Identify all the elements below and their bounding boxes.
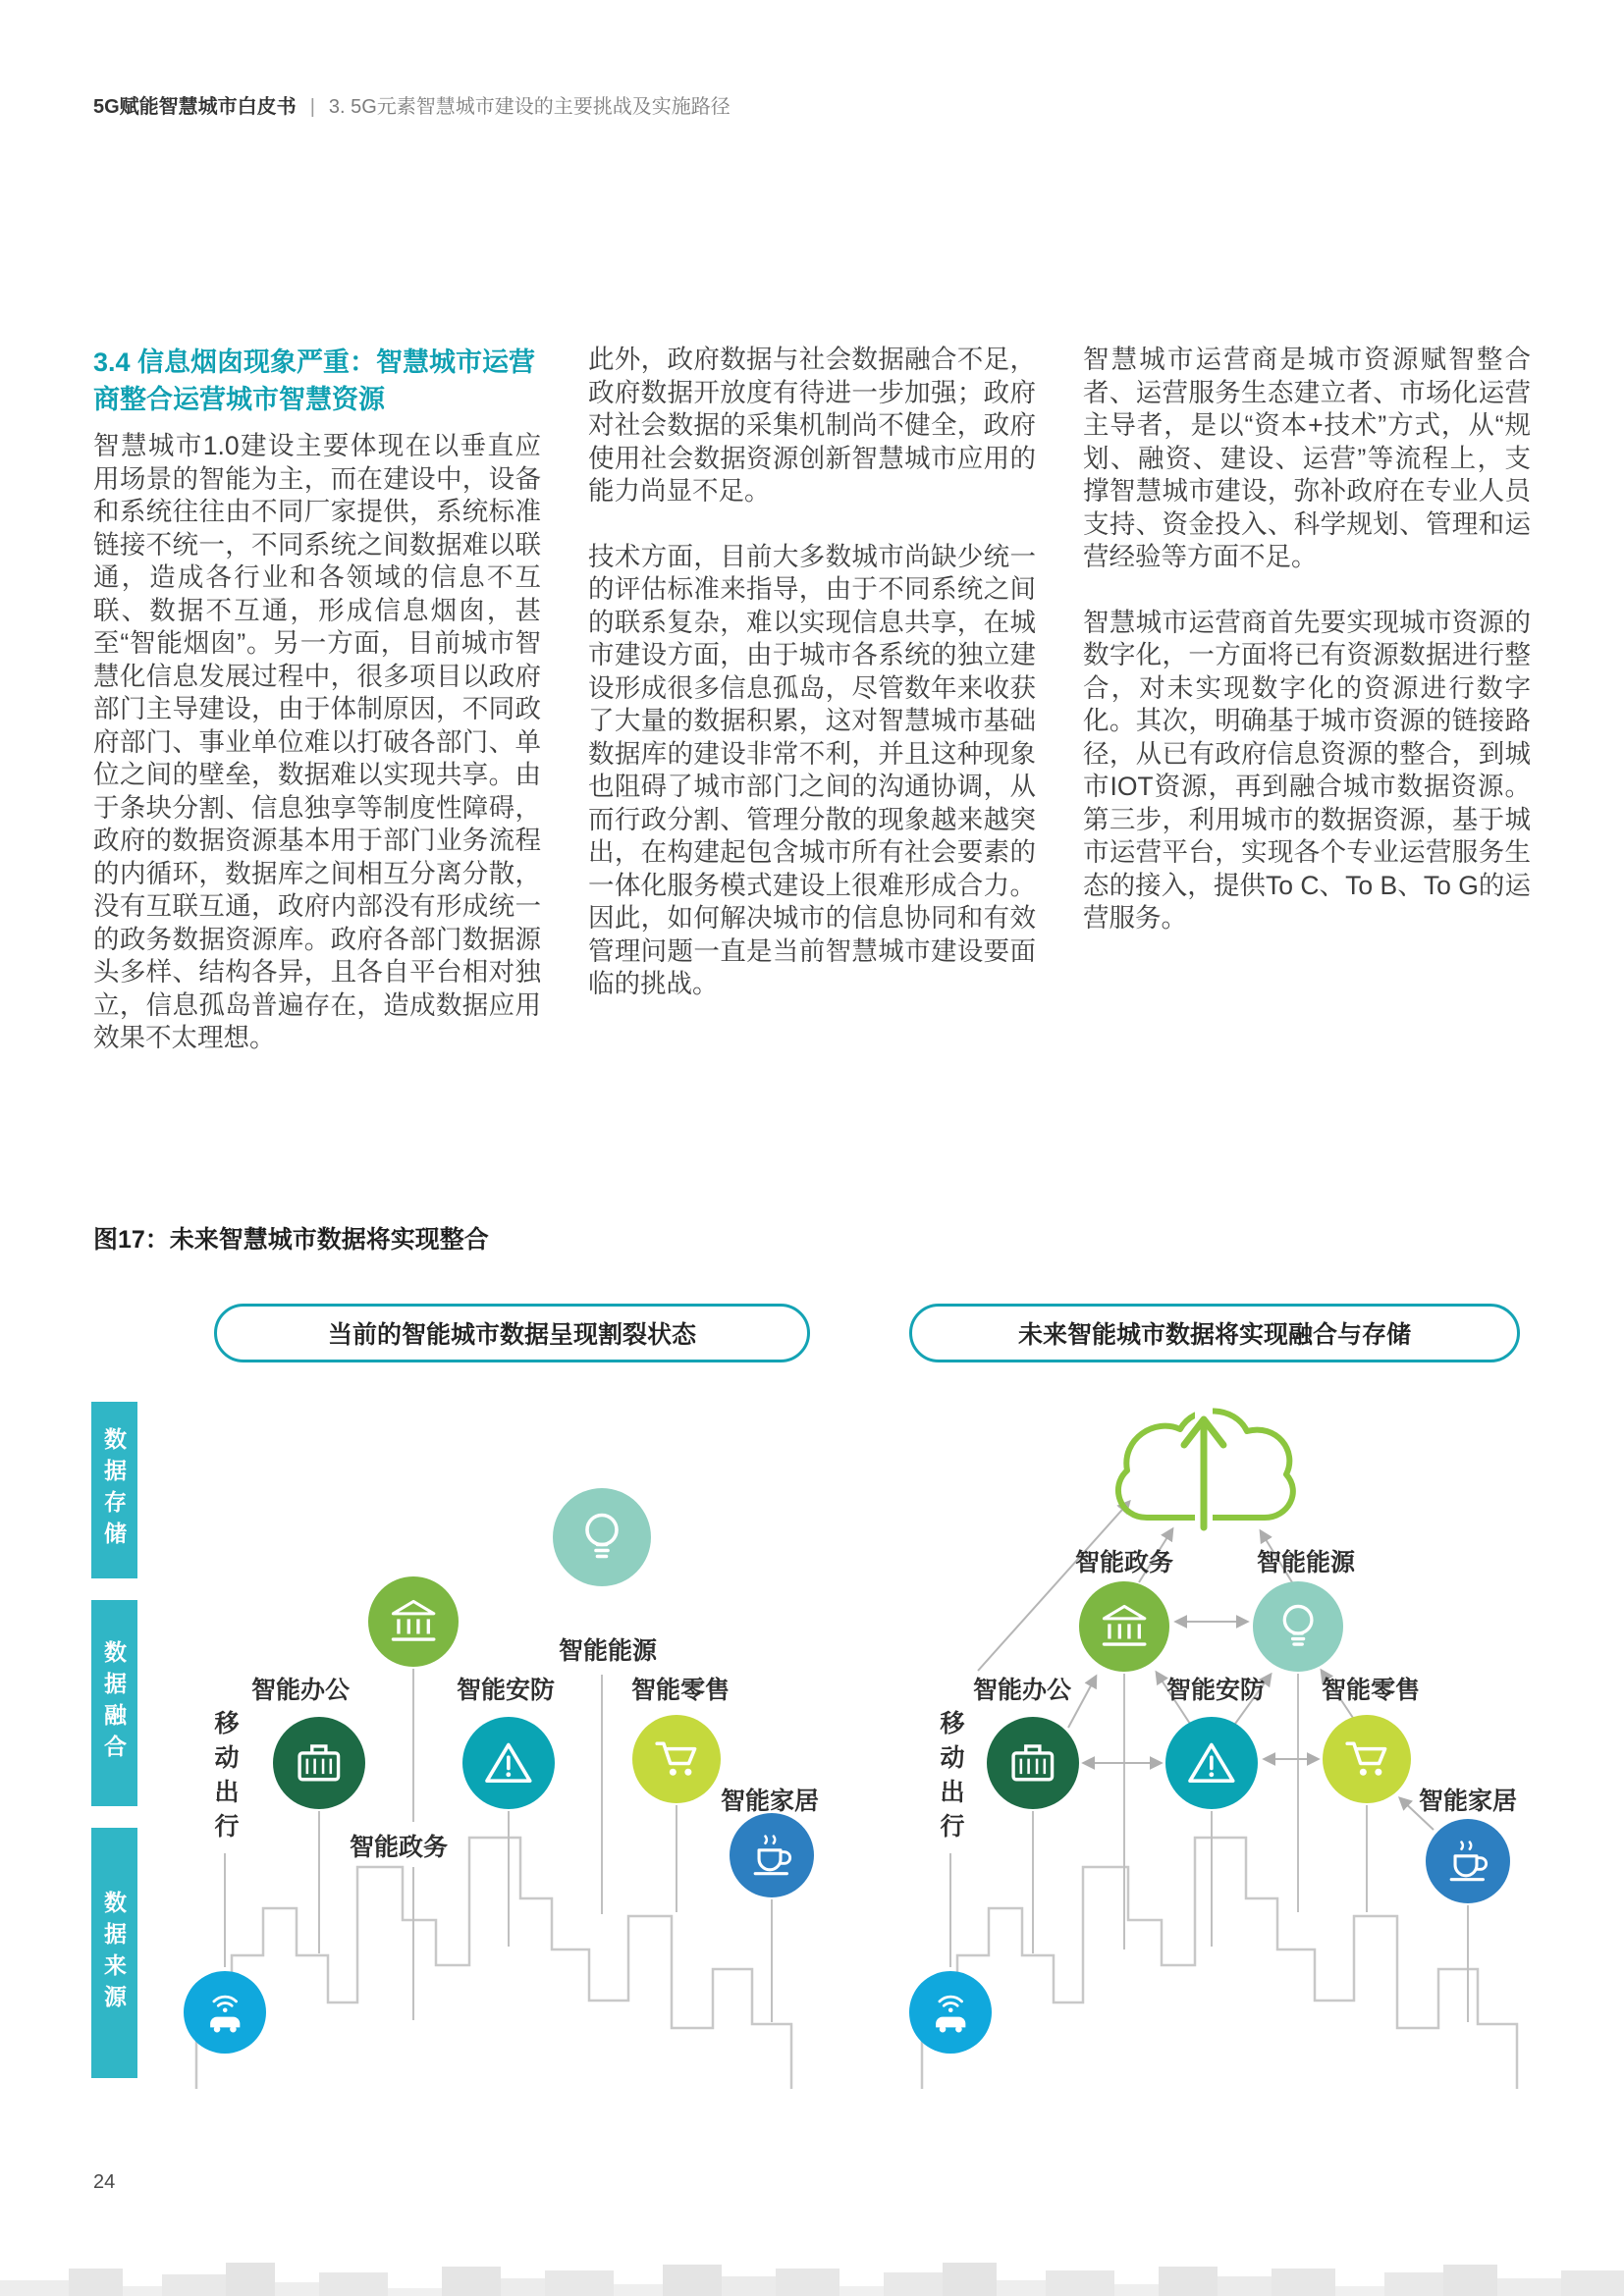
briefcase-icon xyxy=(1000,1730,1066,1796)
smart-retail-node xyxy=(1323,1715,1411,1803)
warning-triangle-icon xyxy=(475,1730,542,1796)
warning-triangle-icon xyxy=(1178,1730,1245,1796)
smart-office-node xyxy=(273,1717,365,1809)
bank-icon xyxy=(381,1589,446,1654)
label-mobility: 移动出行 xyxy=(211,1710,239,1847)
smart-energy-node xyxy=(553,1488,651,1586)
body-paragraph: 智慧城市运营商首先要实现城市资源的数字化，一方面将已有资源数据进行整合，对未实现数字化的资源进行数字化。其次，明确基于城市资源的链接路径，从已有政府信息资源的整合，到城市IOT资源，再到融合城市数据资源。第三步，利用城市的数据资源，基于城市运营平台，实现各个专业运营服务生态的接入，提供To C、To B、To G的运营服务。 xyxy=(1083,607,1531,933)
label-smart-security: 智能安防 xyxy=(1165,1677,1266,1704)
figure-caption: 图17：未来智慧城市数据将实现整合 xyxy=(93,1226,489,1254)
column-3 xyxy=(1083,344,1531,1088)
body-paragraph: 智慧城市运营商是城市资源赋智整合者、运营服务生态建立者、市场化运营主导者，是以“资本+技术”方式，从“规划、融资、建设、运营”等流程上，支撑智慧城市建设，弥补政府在专业人员支持、资金投入、科学规划、管理和运营经验等方面不足。 xyxy=(1083,345,1531,571)
smart-security-node xyxy=(462,1717,555,1809)
label-smart-government: 智能政务 xyxy=(349,1834,449,1861)
column-1 xyxy=(93,344,541,1088)
shopping-cart-icon xyxy=(645,1728,709,1791)
cloud-upload-icon xyxy=(1118,1404,1293,1531)
left-panel-header: 当前的智能城市数据呈现割裂状态 xyxy=(214,1304,810,1362)
coffee-cup-icon xyxy=(1437,1831,1498,1892)
lightbulb-icon xyxy=(567,1502,637,1573)
bank-icon xyxy=(1092,1594,1157,1659)
label-smart-home: 智能家居 xyxy=(720,1788,820,1815)
label-mobility: 移动出行 xyxy=(937,1710,964,1847)
label-smart-office: 智能办公 xyxy=(250,1677,351,1704)
side-label-data-storage: 数据存储 xyxy=(91,1402,137,1578)
label-smart-retail: 智能零售 xyxy=(630,1677,731,1704)
smart-home-node xyxy=(730,1813,814,1897)
connected-car-icon xyxy=(921,1983,980,2042)
smart-government-node xyxy=(1079,1581,1169,1672)
label-smart-office: 智能办公 xyxy=(972,1677,1072,1704)
shopping-cart-icon xyxy=(1335,1728,1399,1791)
smart-government-node xyxy=(368,1576,459,1667)
label-smart-government: 智能政务 xyxy=(1074,1549,1174,1576)
lightbulb-icon xyxy=(1266,1594,1330,1659)
right-panel-header: 未来智能城市数据将实现融合与存储 xyxy=(909,1304,1520,1362)
label-smart-energy: 智能能源 xyxy=(1256,1549,1356,1576)
header-divider: | xyxy=(309,96,315,118)
label-smart-security: 智能安防 xyxy=(456,1677,556,1704)
side-label-data-fusion: 数据融合 xyxy=(91,1600,137,1806)
label-smart-energy: 智能能源 xyxy=(558,1637,658,1665)
body-paragraph: 此外，政府数据与社会数据融合不足，政府数据开放度有待进一步加强；政府对社会数据的采集机制尚不健全，政府使用社会数据资源创新智慧城市应用的能力尚显不足。 xyxy=(588,345,1036,506)
footer-skyline-watermark xyxy=(0,2255,1624,2296)
coffee-cup-icon xyxy=(741,1825,802,1886)
side-label-data-source: 数据来源 xyxy=(91,1828,137,2078)
smart-office-node xyxy=(987,1717,1079,1809)
briefcase-icon xyxy=(286,1730,352,1796)
body-paragraph: 技术方面，目前大多数城市尚缺少统一的评估标准来指导，由于不同系统之间的联系复杂，难以实现信息共享，在城市建设方面，由于城市各系统的独立建设形成很多信息孤岛，尽管数年来收获了大量的数据积累，这对智慧城市基础数据库的建设非常不利，并且这种现象也阻碍了城市部门之间的沟通协调，从而行政分割、管理分散的现象越来越突出，在构建起包含城市所有社会要素的一体化服务模式建设上很难形成合力。因此，如何解决城市的信息协同和有效管理问题一直是当前智慧城市建设要面临的挑战。 xyxy=(588,541,1036,998)
chapter-title: 3. 5G元素智慧城市建设的主要挑战及实施路径 xyxy=(328,96,731,118)
smart-retail-node xyxy=(632,1715,721,1803)
section-title: 3.4 信息烟囱现象严重：智慧城市运营商整合运营城市智慧资源 xyxy=(93,347,536,414)
mobility-node xyxy=(184,1971,266,2054)
mobility-node xyxy=(909,1971,992,2054)
smart-home-node xyxy=(1426,1819,1510,1903)
label-smart-retail: 智能零售 xyxy=(1321,1677,1421,1704)
connected-car-icon xyxy=(195,1983,254,2042)
city-skyline-left xyxy=(196,1838,791,2089)
label-smart-home: 智能家居 xyxy=(1418,1788,1518,1815)
article-columns xyxy=(93,344,1531,1088)
column-2 xyxy=(588,344,1036,1088)
doc-title: 5G赋能智慧城市白皮书 xyxy=(93,96,297,118)
page-number: 24 xyxy=(93,2171,116,2193)
body-paragraph: 智慧城市1.0建设主要体现在以垂直应用场景的智能为主，而在建设中，设备和系统往往由不同厂家提供，系统标准链接不统一，不同系统之间数据难以联通，造成各行业和各领域的信息不互联、数据不互通，形成信息烟囱，甚至“智能烟囱”。另一方面，目前城市智慧化信息发展过程中，很多项目以政府部门主导建设，由于体制原因，不同政府部门、事业单位难以打破各部门、单位之间的壁垒，数据难以实现共享。由于条块分割、信息独享等制度性障碍，政府的数据资源基本用于部门业务流程的内循环，数据库之间相互分离分散，没有互联互通，政府内部没有形成统一的政务数据资源库。政府各部门数据源头多样、结构各异，且各自平台相对独立，信息孤岛普遍存在，造成数据应用效果不太理想。 xyxy=(93,431,541,1052)
document-header xyxy=(93,90,1531,119)
smart-energy-node xyxy=(1253,1581,1343,1672)
smart-security-node xyxy=(1165,1717,1258,1809)
